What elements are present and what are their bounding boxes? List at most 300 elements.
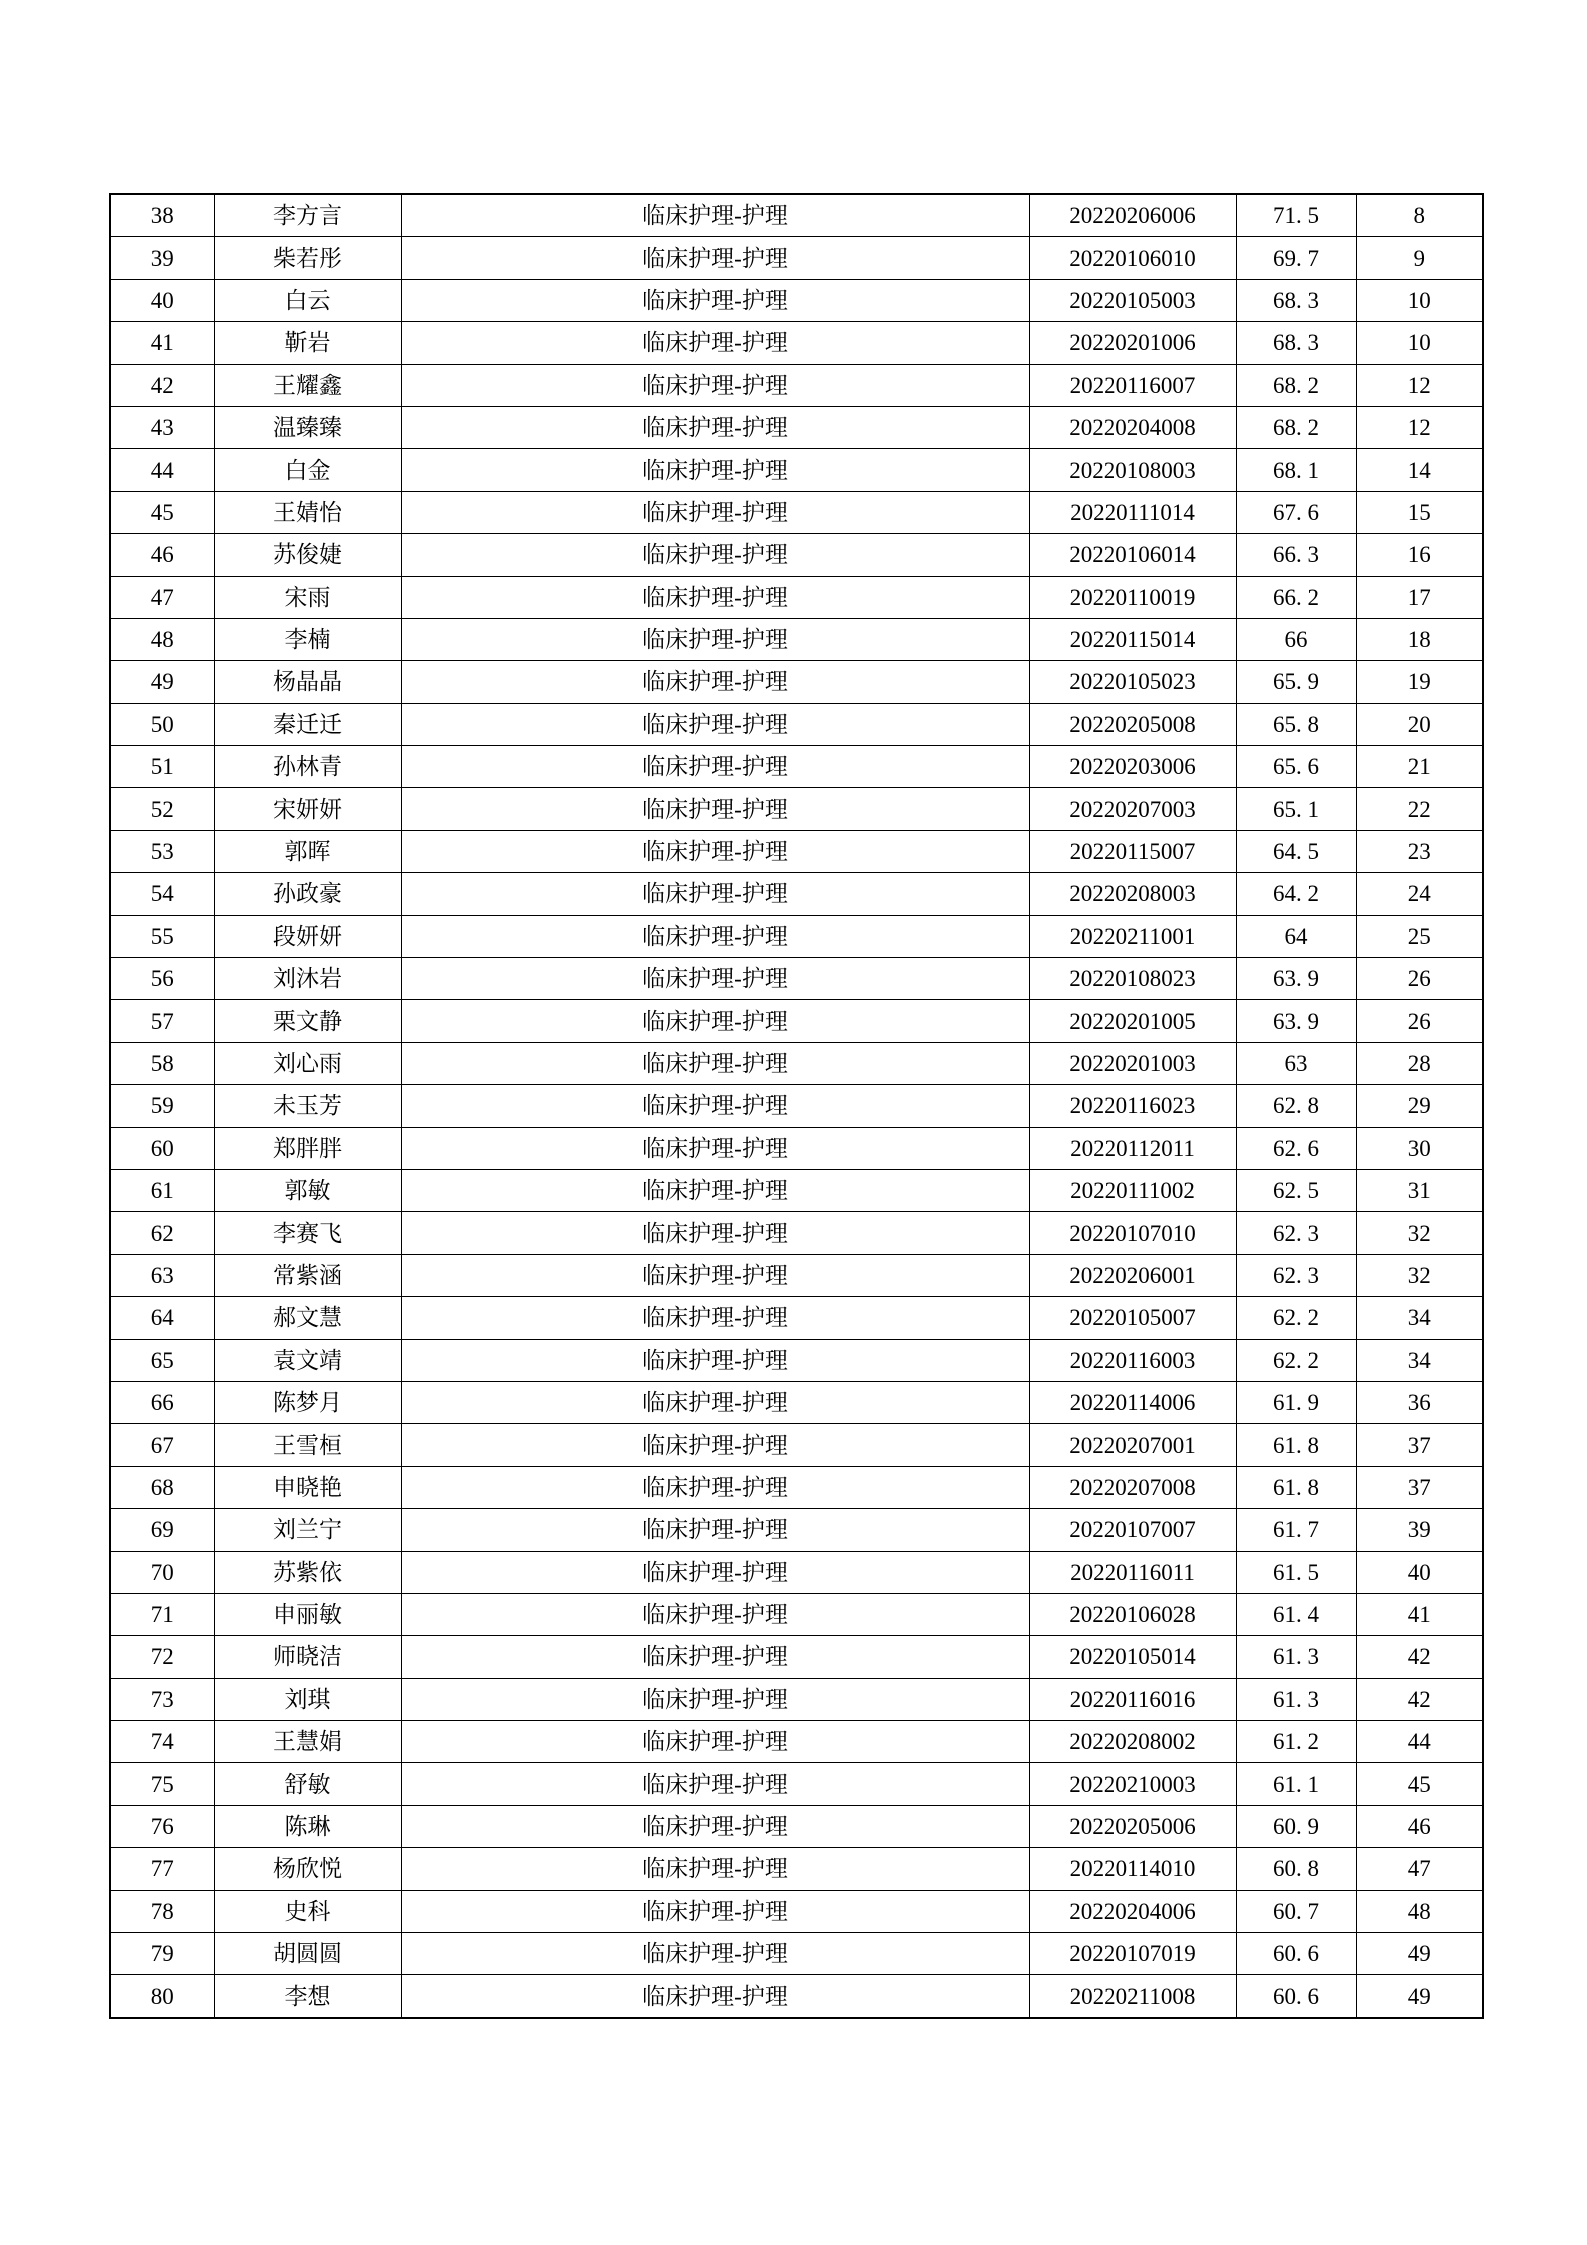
cell-candidate-name: 王雪桓 bbox=[214, 1424, 401, 1466]
cell-candidate-name: 苏俊婕 bbox=[214, 534, 401, 576]
cell-position: 临床护理-护理 bbox=[401, 746, 1029, 788]
cell-serial-number: 51 bbox=[110, 746, 214, 788]
cell-score: 64 bbox=[1236, 915, 1356, 957]
cell-score: 68. 2 bbox=[1236, 406, 1356, 448]
cell-serial-number: 54 bbox=[110, 873, 214, 915]
cell-candidate-name: 王婧怡 bbox=[214, 491, 401, 533]
cell-rank: 47 bbox=[1356, 1848, 1483, 1890]
cell-position: 临床护理-护理 bbox=[401, 576, 1029, 618]
cell-score: 61. 8 bbox=[1236, 1466, 1356, 1508]
cell-exam-id: 20220108003 bbox=[1029, 449, 1236, 491]
cell-rank: 28 bbox=[1356, 1042, 1483, 1084]
cell-score: 65. 1 bbox=[1236, 788, 1356, 830]
cell-rank: 30 bbox=[1356, 1127, 1483, 1169]
cell-score: 63 bbox=[1236, 1042, 1356, 1084]
cell-score: 62. 2 bbox=[1236, 1339, 1356, 1381]
cell-serial-number: 76 bbox=[110, 1805, 214, 1847]
cell-candidate-name: 胡圆圆 bbox=[214, 1933, 401, 1975]
cell-candidate-name: 温臻臻 bbox=[214, 406, 401, 448]
table-row bbox=[110, 1212, 1483, 1254]
table-row bbox=[110, 1424, 1483, 1466]
cell-score: 60. 6 bbox=[1236, 1975, 1356, 2018]
cell-position: 临床护理-护理 bbox=[401, 1975, 1029, 2018]
cell-candidate-name: 陈琳 bbox=[214, 1805, 401, 1847]
table-row bbox=[110, 746, 1483, 788]
cell-candidate-name: 史科 bbox=[214, 1890, 401, 1932]
cell-serial-number: 49 bbox=[110, 661, 214, 703]
cell-position: 临床护理-护理 bbox=[401, 1085, 1029, 1127]
cell-rank: 15 bbox=[1356, 491, 1483, 533]
cell-candidate-name: 孙政豪 bbox=[214, 873, 401, 915]
cell-serial-number: 45 bbox=[110, 491, 214, 533]
cell-exam-id: 20220108023 bbox=[1029, 958, 1236, 1000]
cell-score: 68. 3 bbox=[1236, 279, 1356, 321]
table-row bbox=[110, 1805, 1483, 1847]
cell-position: 临床护理-护理 bbox=[401, 491, 1029, 533]
cell-position: 临床护理-护理 bbox=[401, 1000, 1029, 1042]
table-row bbox=[110, 449, 1483, 491]
cell-serial-number: 50 bbox=[110, 703, 214, 745]
cell-serial-number: 52 bbox=[110, 788, 214, 830]
cell-candidate-name: 王耀鑫 bbox=[214, 364, 401, 406]
cell-candidate-name: 白云 bbox=[214, 279, 401, 321]
cell-exam-id: 20220106028 bbox=[1029, 1593, 1236, 1635]
cell-position: 临床护理-护理 bbox=[401, 1721, 1029, 1763]
cell-score: 61. 8 bbox=[1236, 1424, 1356, 1466]
cell-rank: 34 bbox=[1356, 1339, 1483, 1381]
cell-serial-number: 70 bbox=[110, 1551, 214, 1593]
cell-rank: 9 bbox=[1356, 237, 1483, 279]
cell-serial-number: 78 bbox=[110, 1890, 214, 1932]
cell-position: 临床护理-护理 bbox=[401, 364, 1029, 406]
cell-rank: 39 bbox=[1356, 1509, 1483, 1551]
cell-candidate-name: 刘心雨 bbox=[214, 1042, 401, 1084]
cell-position: 临床护理-护理 bbox=[401, 449, 1029, 491]
cell-candidate-name: 李想 bbox=[214, 1975, 401, 2018]
cell-exam-id: 20220207003 bbox=[1029, 788, 1236, 830]
cell-score: 68. 1 bbox=[1236, 449, 1356, 491]
cell-position: 临床护理-护理 bbox=[401, 873, 1029, 915]
cell-rank: 32 bbox=[1356, 1212, 1483, 1254]
cell-score: 65. 9 bbox=[1236, 661, 1356, 703]
cell-exam-id: 20220116007 bbox=[1029, 364, 1236, 406]
cell-candidate-name: 未玉芳 bbox=[214, 1085, 401, 1127]
cell-exam-id: 20220205006 bbox=[1029, 1805, 1236, 1847]
cell-score: 68. 2 bbox=[1236, 364, 1356, 406]
cell-exam-id: 20220206006 bbox=[1029, 194, 1236, 237]
cell-position: 临床护理-护理 bbox=[401, 618, 1029, 660]
cell-serial-number: 72 bbox=[110, 1636, 214, 1678]
cell-serial-number: 47 bbox=[110, 576, 214, 618]
cell-rank: 31 bbox=[1356, 1169, 1483, 1211]
cell-position: 临床护理-护理 bbox=[401, 1381, 1029, 1423]
cell-position: 临床护理-护理 bbox=[401, 1551, 1029, 1593]
cell-position: 临床护理-护理 bbox=[401, 1212, 1029, 1254]
cell-score: 63. 9 bbox=[1236, 1000, 1356, 1042]
cell-rank: 12 bbox=[1356, 406, 1483, 448]
cell-rank: 42 bbox=[1356, 1636, 1483, 1678]
cell-serial-number: 40 bbox=[110, 279, 214, 321]
cell-score: 61. 5 bbox=[1236, 1551, 1356, 1593]
cell-exam-id: 20220115014 bbox=[1029, 618, 1236, 660]
cell-position: 临床护理-护理 bbox=[401, 1933, 1029, 1975]
table-row bbox=[110, 1551, 1483, 1593]
cell-candidate-name: 李楠 bbox=[214, 618, 401, 660]
cell-exam-id: 20220105003 bbox=[1029, 279, 1236, 321]
cell-candidate-name: 杨晶晶 bbox=[214, 661, 401, 703]
table-row bbox=[110, 406, 1483, 448]
cell-candidate-name: 常紫涵 bbox=[214, 1254, 401, 1296]
cell-exam-id: 20220204006 bbox=[1029, 1890, 1236, 1932]
cell-exam-id: 20220111002 bbox=[1029, 1169, 1236, 1211]
cell-candidate-name: 刘兰宁 bbox=[214, 1509, 401, 1551]
cell-exam-id: 20220211008 bbox=[1029, 1975, 1236, 2018]
cell-position: 临床护理-护理 bbox=[401, 1805, 1029, 1847]
cell-position: 临床护理-护理 bbox=[401, 1636, 1029, 1678]
cell-candidate-name: 宋雨 bbox=[214, 576, 401, 618]
cell-serial-number: 58 bbox=[110, 1042, 214, 1084]
cell-exam-id: 20220207008 bbox=[1029, 1466, 1236, 1508]
table-row bbox=[110, 1678, 1483, 1720]
cell-serial-number: 41 bbox=[110, 322, 214, 364]
cell-exam-id: 20220205008 bbox=[1029, 703, 1236, 745]
cell-position: 临床护理-护理 bbox=[401, 1339, 1029, 1381]
cell-position: 临床护理-护理 bbox=[401, 279, 1029, 321]
cell-exam-id: 20220107010 bbox=[1029, 1212, 1236, 1254]
cell-serial-number: 64 bbox=[110, 1297, 214, 1339]
cell-serial-number: 77 bbox=[110, 1848, 214, 1890]
cell-candidate-name: 王慧娟 bbox=[214, 1721, 401, 1763]
cell-serial-number: 74 bbox=[110, 1721, 214, 1763]
cell-exam-id: 20220112011 bbox=[1029, 1127, 1236, 1169]
cell-serial-number: 68 bbox=[110, 1466, 214, 1508]
cell-exam-id: 20220211001 bbox=[1029, 915, 1236, 957]
cell-position: 临床护理-护理 bbox=[401, 237, 1029, 279]
cell-score: 66. 3 bbox=[1236, 534, 1356, 576]
table-row bbox=[110, 534, 1483, 576]
table-row bbox=[110, 1042, 1483, 1084]
cell-rank: 25 bbox=[1356, 915, 1483, 957]
cell-exam-id: 20220207001 bbox=[1029, 1424, 1236, 1466]
cell-serial-number: 59 bbox=[110, 1085, 214, 1127]
cell-exam-id: 20220210003 bbox=[1029, 1763, 1236, 1805]
cell-score: 61. 1 bbox=[1236, 1763, 1356, 1805]
cell-candidate-name: 陈梦月 bbox=[214, 1381, 401, 1423]
cell-rank: 17 bbox=[1356, 576, 1483, 618]
table-row bbox=[110, 703, 1483, 745]
table-row bbox=[110, 576, 1483, 618]
cell-candidate-name: 郭敏 bbox=[214, 1169, 401, 1211]
cell-exam-id: 20220116011 bbox=[1029, 1551, 1236, 1593]
score-table-body bbox=[110, 194, 1483, 2018]
cell-rank: 12 bbox=[1356, 364, 1483, 406]
cell-candidate-name: 段妍妍 bbox=[214, 915, 401, 957]
cell-score: 60. 7 bbox=[1236, 1890, 1356, 1932]
cell-serial-number: 38 bbox=[110, 194, 214, 237]
cell-position: 临床护理-护理 bbox=[401, 534, 1029, 576]
cell-score: 61. 4 bbox=[1236, 1593, 1356, 1635]
cell-candidate-name: 靳岩 bbox=[214, 322, 401, 364]
cell-score: 67. 6 bbox=[1236, 491, 1356, 533]
cell-position: 临床护理-护理 bbox=[401, 1254, 1029, 1296]
cell-serial-number: 55 bbox=[110, 915, 214, 957]
cell-position: 临床护理-护理 bbox=[401, 958, 1029, 1000]
cell-exam-id: 20220203006 bbox=[1029, 746, 1236, 788]
cell-score: 66. 2 bbox=[1236, 576, 1356, 618]
cell-score: 60. 9 bbox=[1236, 1805, 1356, 1847]
cell-rank: 19 bbox=[1356, 661, 1483, 703]
cell-serial-number: 44 bbox=[110, 449, 214, 491]
cell-rank: 32 bbox=[1356, 1254, 1483, 1296]
cell-rank: 14 bbox=[1356, 449, 1483, 491]
table-row bbox=[110, 830, 1483, 872]
cell-position: 临床护理-护理 bbox=[401, 1848, 1029, 1890]
table-row bbox=[110, 1085, 1483, 1127]
cell-candidate-name: 刘琪 bbox=[214, 1678, 401, 1720]
cell-position: 临床护理-护理 bbox=[401, 830, 1029, 872]
cell-exam-id: 20220105007 bbox=[1029, 1297, 1236, 1339]
cell-rank: 21 bbox=[1356, 746, 1483, 788]
cell-exam-id: 20220116023 bbox=[1029, 1085, 1236, 1127]
cell-exam-id: 20220201005 bbox=[1029, 1000, 1236, 1042]
cell-rank: 40 bbox=[1356, 1551, 1483, 1593]
cell-score: 62. 6 bbox=[1236, 1127, 1356, 1169]
cell-score: 62. 3 bbox=[1236, 1254, 1356, 1296]
cell-candidate-name: 郝文慧 bbox=[214, 1297, 401, 1339]
table-row bbox=[110, 1000, 1483, 1042]
cell-serial-number: 53 bbox=[110, 830, 214, 872]
cell-score: 62. 5 bbox=[1236, 1169, 1356, 1211]
cell-exam-id: 20220116016 bbox=[1029, 1678, 1236, 1720]
cell-serial-number: 67 bbox=[110, 1424, 214, 1466]
cell-position: 临床护理-护理 bbox=[401, 661, 1029, 703]
cell-position: 临床护理-护理 bbox=[401, 1593, 1029, 1635]
cell-rank: 46 bbox=[1356, 1805, 1483, 1847]
cell-position: 临床护理-护理 bbox=[401, 788, 1029, 830]
cell-rank: 44 bbox=[1356, 1721, 1483, 1763]
cell-rank: 8 bbox=[1356, 194, 1483, 237]
cell-serial-number: 42 bbox=[110, 364, 214, 406]
cell-score: 61. 7 bbox=[1236, 1509, 1356, 1551]
cell-score: 69. 7 bbox=[1236, 237, 1356, 279]
cell-position: 临床护理-护理 bbox=[401, 1509, 1029, 1551]
cell-position: 临床护理-护理 bbox=[401, 322, 1029, 364]
cell-rank: 37 bbox=[1356, 1466, 1483, 1508]
cell-score: 61. 9 bbox=[1236, 1381, 1356, 1423]
cell-exam-id: 20220116003 bbox=[1029, 1339, 1236, 1381]
table-row bbox=[110, 1254, 1483, 1296]
cell-serial-number: 69 bbox=[110, 1509, 214, 1551]
cell-rank: 48 bbox=[1356, 1890, 1483, 1932]
cell-exam-id: 20220105014 bbox=[1029, 1636, 1236, 1678]
cell-exam-id: 20220107007 bbox=[1029, 1509, 1236, 1551]
cell-exam-id: 20220201006 bbox=[1029, 322, 1236, 364]
cell-candidate-name: 秦迁迁 bbox=[214, 703, 401, 745]
cell-position: 临床护理-护理 bbox=[401, 915, 1029, 957]
table-row bbox=[110, 194, 1483, 237]
table-row bbox=[110, 1593, 1483, 1635]
cell-position: 临床护理-护理 bbox=[401, 194, 1029, 237]
cell-score: 66 bbox=[1236, 618, 1356, 660]
cell-position: 临床护理-护理 bbox=[401, 703, 1029, 745]
cell-rank: 16 bbox=[1356, 534, 1483, 576]
cell-rank: 49 bbox=[1356, 1933, 1483, 1975]
cell-serial-number: 65 bbox=[110, 1339, 214, 1381]
table-row bbox=[110, 279, 1483, 321]
table-row bbox=[110, 1848, 1483, 1890]
cell-serial-number: 60 bbox=[110, 1127, 214, 1169]
table-row bbox=[110, 788, 1483, 830]
cell-score: 61. 3 bbox=[1236, 1636, 1356, 1678]
cell-exam-id: 20220201003 bbox=[1029, 1042, 1236, 1084]
cell-rank: 45 bbox=[1356, 1763, 1483, 1805]
cell-rank: 26 bbox=[1356, 1000, 1483, 1042]
cell-rank: 10 bbox=[1356, 279, 1483, 321]
cell-candidate-name: 白金 bbox=[214, 449, 401, 491]
cell-position: 临床护理-护理 bbox=[401, 1169, 1029, 1211]
cell-position: 临床护理-护理 bbox=[401, 1127, 1029, 1169]
cell-candidate-name: 柴若彤 bbox=[214, 237, 401, 279]
table-row bbox=[110, 661, 1483, 703]
cell-serial-number: 80 bbox=[110, 1975, 214, 2018]
table-row bbox=[110, 1975, 1483, 2018]
results-table-container bbox=[109, 193, 1484, 2019]
table-row bbox=[110, 1509, 1483, 1551]
table-row bbox=[110, 873, 1483, 915]
cell-candidate-name: 宋妍妍 bbox=[214, 788, 401, 830]
cell-rank: 26 bbox=[1356, 958, 1483, 1000]
cell-position: 临床护理-护理 bbox=[401, 1890, 1029, 1932]
cell-score: 68. 3 bbox=[1236, 322, 1356, 364]
cell-serial-number: 57 bbox=[110, 1000, 214, 1042]
table-row bbox=[110, 915, 1483, 957]
cell-candidate-name: 李方言 bbox=[214, 194, 401, 237]
cell-rank: 24 bbox=[1356, 873, 1483, 915]
cell-position: 临床护理-护理 bbox=[401, 1042, 1029, 1084]
cell-serial-number: 48 bbox=[110, 618, 214, 660]
cell-candidate-name: 袁文靖 bbox=[214, 1339, 401, 1381]
cell-rank: 37 bbox=[1356, 1424, 1483, 1466]
table-row bbox=[110, 1339, 1483, 1381]
cell-exam-id: 20220106010 bbox=[1029, 237, 1236, 279]
cell-candidate-name: 郭晖 bbox=[214, 830, 401, 872]
cell-score: 64. 2 bbox=[1236, 873, 1356, 915]
cell-candidate-name: 师晓洁 bbox=[214, 1636, 401, 1678]
cell-exam-id: 20220114010 bbox=[1029, 1848, 1236, 1890]
cell-score: 60. 8 bbox=[1236, 1848, 1356, 1890]
cell-exam-id: 20220106014 bbox=[1029, 534, 1236, 576]
cell-exam-id: 20220115007 bbox=[1029, 830, 1236, 872]
cell-exam-id: 20220114006 bbox=[1029, 1381, 1236, 1423]
cell-exam-id: 20220206001 bbox=[1029, 1254, 1236, 1296]
cell-exam-id: 20220107019 bbox=[1029, 1933, 1236, 1975]
cell-position: 临床护理-护理 bbox=[401, 1763, 1029, 1805]
cell-rank: 10 bbox=[1356, 322, 1483, 364]
cell-score: 62. 8 bbox=[1236, 1085, 1356, 1127]
cell-serial-number: 43 bbox=[110, 406, 214, 448]
cell-candidate-name: 苏紫依 bbox=[214, 1551, 401, 1593]
cell-rank: 20 bbox=[1356, 703, 1483, 745]
cell-candidate-name: 孙林青 bbox=[214, 746, 401, 788]
table-row bbox=[110, 958, 1483, 1000]
cell-position: 临床护理-护理 bbox=[401, 1678, 1029, 1720]
cell-position: 临床护理-护理 bbox=[401, 406, 1029, 448]
cell-score: 60. 6 bbox=[1236, 1933, 1356, 1975]
cell-serial-number: 71 bbox=[110, 1593, 214, 1635]
cell-candidate-name: 舒敏 bbox=[214, 1763, 401, 1805]
table-row bbox=[110, 1169, 1483, 1211]
cell-candidate-name: 刘沐岩 bbox=[214, 958, 401, 1000]
cell-rank: 41 bbox=[1356, 1593, 1483, 1635]
cell-score: 65. 6 bbox=[1236, 746, 1356, 788]
cell-serial-number: 63 bbox=[110, 1254, 214, 1296]
cell-score: 61. 2 bbox=[1236, 1721, 1356, 1763]
cell-rank: 34 bbox=[1356, 1297, 1483, 1339]
cell-serial-number: 66 bbox=[110, 1381, 214, 1423]
cell-position: 临床护理-护理 bbox=[401, 1466, 1029, 1508]
cell-score: 65. 8 bbox=[1236, 703, 1356, 745]
cell-rank: 42 bbox=[1356, 1678, 1483, 1720]
table-row bbox=[110, 1636, 1483, 1678]
cell-exam-id: 20220208003 bbox=[1029, 873, 1236, 915]
cell-exam-id: 20220204008 bbox=[1029, 406, 1236, 448]
table-row bbox=[110, 1381, 1483, 1423]
cell-rank: 29 bbox=[1356, 1085, 1483, 1127]
cell-candidate-name: 申晓艳 bbox=[214, 1466, 401, 1508]
cell-rank: 49 bbox=[1356, 1975, 1483, 2018]
cell-exam-id: 20220105023 bbox=[1029, 661, 1236, 703]
table-row bbox=[110, 618, 1483, 660]
table-row bbox=[110, 1127, 1483, 1169]
cell-candidate-name: 栗文静 bbox=[214, 1000, 401, 1042]
cell-candidate-name: 申丽敏 bbox=[214, 1593, 401, 1635]
cell-exam-id: 20220111014 bbox=[1029, 491, 1236, 533]
cell-score: 61. 3 bbox=[1236, 1678, 1356, 1720]
score-table bbox=[109, 193, 1484, 2019]
cell-rank: 22 bbox=[1356, 788, 1483, 830]
cell-rank: 36 bbox=[1356, 1381, 1483, 1423]
cell-candidate-name: 郑胖胖 bbox=[214, 1127, 401, 1169]
cell-serial-number: 61 bbox=[110, 1169, 214, 1211]
table-row bbox=[110, 1466, 1483, 1508]
cell-score: 64. 5 bbox=[1236, 830, 1356, 872]
cell-exam-id: 20220110019 bbox=[1029, 576, 1236, 618]
cell-rank: 18 bbox=[1356, 618, 1483, 660]
cell-score: 63. 9 bbox=[1236, 958, 1356, 1000]
cell-candidate-name: 杨欣悦 bbox=[214, 1848, 401, 1890]
table-row bbox=[110, 322, 1483, 364]
table-row bbox=[110, 1297, 1483, 1339]
table-row bbox=[110, 364, 1483, 406]
cell-serial-number: 79 bbox=[110, 1933, 214, 1975]
cell-serial-number: 46 bbox=[110, 534, 214, 576]
cell-serial-number: 39 bbox=[110, 237, 214, 279]
table-row bbox=[110, 1890, 1483, 1932]
table-row bbox=[110, 1763, 1483, 1805]
table-row bbox=[110, 1721, 1483, 1763]
cell-position: 临床护理-护理 bbox=[401, 1297, 1029, 1339]
cell-score: 62. 2 bbox=[1236, 1297, 1356, 1339]
cell-exam-id: 20220208002 bbox=[1029, 1721, 1236, 1763]
table-row bbox=[110, 1933, 1483, 1975]
cell-position: 临床护理-护理 bbox=[401, 1424, 1029, 1466]
table-row bbox=[110, 237, 1483, 279]
cell-serial-number: 56 bbox=[110, 958, 214, 1000]
cell-serial-number: 73 bbox=[110, 1678, 214, 1720]
cell-score: 71. 5 bbox=[1236, 194, 1356, 237]
cell-serial-number: 62 bbox=[110, 1212, 214, 1254]
cell-serial-number: 75 bbox=[110, 1763, 214, 1805]
